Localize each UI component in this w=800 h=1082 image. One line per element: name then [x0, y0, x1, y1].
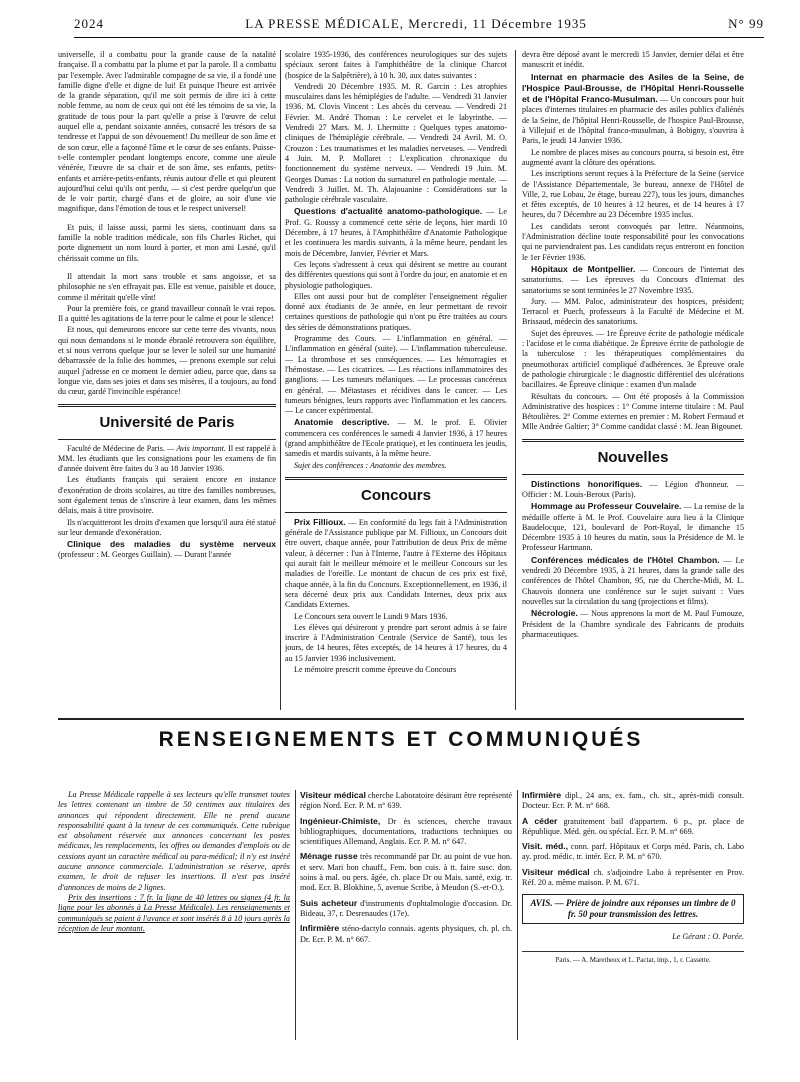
classified-ad: Suis acheteur d'instruments d'ophtalmologie d'occasion. Dr. Bideau, 37, r. Desrenaudes (17e). — [300, 897, 512, 918]
printer-imprint: Paris. — A. Maretheux et L. Pactat, imp., 1, r. Cassette. — [522, 951, 744, 965]
eulogy-paragraph: Il attendait la mort sans trouble et sans angoisse, et sa philosophie ne s'en effrayait pas. Elle est venue, paisible et douce, comme il méritait qu'elle vînt! — [58, 271, 276, 302]
renseignements-title: RENSEIGNEMENTS ET COMMUNIQUÉS — [158, 728, 644, 751]
article-paragraph: Vendredi 20 Décembre 1935. M. R. Garcin : Les atrophies musculaires dans les hémiplégies de l'adulte. — Vendredi 31 Janvier 1936. M. Clovis Vincent : Les abcès du cerveau. — Vendredi 21 Février. M. André Thomas : Le cervelet et le labyrinthe. — Vendredi 27 Mars. M. J. Lhermitte : Quelques types anatomo-cliniques de l'hémiplégie cérébrale. — Vendredi 24 Avril. M. O. Crouzon : Les traumatismes et les maladies nerveuses. — Vendredi 4 Juin. M. P. Mollaret : L'explication chronaxique du fonctionnement du système nerveux. — Vendredi 19 Juin. M. Georges Dumas : La notion du surnaturel en pathologie mentale. — Vendredi 3 Juillet. M. Th. Alajouanine : Considérations sur la pathologie cérébrale vasculaire. — [285, 81, 507, 205]
article-paragraph: devra être déposé avant le mercredi 15 Janvier, dernier délai et être manuscrit et inédit. — [522, 50, 744, 70]
article-paragraph: Le mémoire prescrit comme épreuve du Concours — [294, 665, 457, 675]
column-3 — [522, 50, 744, 710]
article-paragraph: Programme des Cours. — L'inflammation en général. — L'inflammation en général (suite). — L'inflammation tuberculeuse. — La thrombose et ses conséquences. — Les hémorragies et l'hémostase. — Les cicatrices. — Les réactions inflammatoires des ganglions. — Les tumeurs mélaniques. — Le processus cancéreux en général. — Métastases et récidives dans le cancer. — Les tumeurs bénignes, leurs rapports avec l'inflammation et les cancers. — Le cancer expérimental. — [285, 334, 507, 416]
section-divider — [58, 404, 276, 407]
article-hommage: Hommage au Professeur Couvelaire. — La remise de la médaille offerte à M. le Prof. Couvelaire aura lieu à la Clinique Baudelocque, 121, boulevard de Port-Royal, le dimanche 15 Décembre 1935 à 10 heures du matin, sous la Présidence de M. le Professeur Hartmann. — [522, 501, 744, 553]
section-divider — [285, 477, 507, 480]
article-paragraph: Elles ont aussi pour but de compléter l'enseignement régulier donné aux étudiants de 3e année, en leur permettant de revoir certaines questions de pathologie qui n'ont pu être traitées au cours des séries de démonstrations pratiques. — [285, 291, 507, 332]
section-title-universite: Université de Paris — [99, 413, 235, 431]
column-rule — [295, 790, 296, 1040]
eulogy-paragraph: Et puis, il laisse aussi, parmi les siens, continuant dans sa famille la noble tradition médicale, son fils Charles Richet, qui porte dignement un nom lourd à porter, et mon ami Lesné, qu'il chérissait comme un fils. — [58, 222, 276, 263]
article-fillioux: Prix Fillioux. — En conformité du legs fait à l'Administration générale de l'Assistance publique par M. Fillioux, un Concours doit être ouvert, chaque année, pour l'attribution de deux Prix de même valeur, à décerner : l'un à l'Interne, l'autre à l'Externe des Hôpitaux qui aurait fait le meilleur mémoire et le meilleur Concours sur les maladies de l'oreille. Le montant de chacun de ces prix est fixé, chaque année, à la fin du Concours. Exceptionnellement, en 1936, il sera décerné deux prix aux Candidats Internes, deux prix aux Candidats Externes. — [285, 516, 507, 610]
article-paragraph: Sujet des épreuves. — 1re Épreuve écrite de pathologie médicale : l'acidose et le coma diabétique. 2e Épreuve écrite de pathologie de la tuberculose : les thérapeutiques complémentaires du pneumothorax artificiel compliqué d'adhérences. 3e Épreuve orale de pathologie chirurgicale : le diagnostic différentiel des ulcérations bacillaires. 4e Épreuve clinique : examen d'un malade — [522, 328, 744, 390]
article-necrologie: Nécrologie. — Nous apprenons la mort de M. Paul Fumouze, Président de la Chambre syndicale des Fabricants de produits pharmaceutiques. — [522, 608, 744, 639]
classifieds-column-2 — [522, 790, 744, 1050]
article-paragraph: Jury. — MM. Paloc, administrateur des hospices, président; Terracol et Puech, professeurs à la Faculté de Médecine et M. Brissaud, médecin des sanatoriums. — [522, 296, 744, 327]
eulogy-paragraph: Et nous, qui demeurons encore sur cette terre des vivants, nous qui nous demandons si le monde ébranlé retrouvera son équilibre, et si nous verrons quelque jour se lever le soleil sur une humanité débarrassée de la folie des hommes, — prenons exemple sur celui auquel j'adresse en ce moment le dernier adieu, parce que, dans sa longue vie, dans ses joies et dans ses misères, il a toujours, au fond du cœur, gardé l'invincible espérance! — [58, 325, 276, 397]
article-paragraph: Ces leçons s'adressent à ceux qui désirent se mettre au courant des différentes questions qui sont à l'ordre du jour, en anatomie et en physiologie pathologiques. — [285, 259, 507, 290]
article-internat: Internat en pharmacie des Asiles de la Seine, de l'Hospice Paul-Brousse, de l'Hôpital Henri-Rousselle et de l'Hôpital Franco-Musulman. — Un concours pour huit places d'internes titulaires en pharmacie des asiles publics d'aliénés de la Seine, de l'hôpital Henri-Rousselle, de l'hospice Paul-Brousse, à Villejuif et de l'hôpital franco-musulman, à Bobigny, s'ouvrira à Paris, le jeudi 14 Janvier 1936. — [522, 71, 744, 146]
classified-ad: A céder gratuitement bail d'appartem. 6 p., pr. place de République. Méd. gén. ou spécial. Ecr. P. M. n° 669. — [522, 815, 744, 836]
page-number: 2024 — [74, 16, 104, 31]
article-montpellier: Hôpitaux de Montpellier. — Concours de l'internat des sanatoriums. — Les épreuves du Concours d'Internat des sanatoriums se sont terminées le 27 Novembre 1935. — [522, 263, 744, 295]
renseignements-intro-column — [58, 790, 290, 1040]
section-divider — [58, 439, 276, 440]
section-divider — [522, 474, 744, 475]
article-clinique: Clinique des maladies du système nerveux (professeur : M. Georges Guillain). — Durant l'année — [58, 539, 276, 560]
section-divider — [285, 512, 507, 513]
article-paragraph: Les élèves qui désireront y prendre part seront admis à se faire inscrire à l'Administration Centrale (Service de Santé), tous les jours, de 14 heures, fêtes exceptés, de 14 heures à 17 heures, du 4 au 15 Janvier 1936 inclusivement. — [285, 622, 507, 663]
article-questions: Questions d'actualité anatomo-pathologique. — Le Prof. G. Roussy a commencé cette série de leçons, hier mardi 10 Décembre, à 17 heures, à l'Amphithéâtre d'Anatomie Pathologique et les continuera les mardis suivants, à la même heure, pendant les mois de Décembre, Janvier, Février et Mars. — [285, 206, 507, 258]
avis-box: AVIS. — Prière de joindre aux réponses un timbre de 0 fr. 50 pour transmission des lettres. — [522, 894, 744, 924]
classified-ad: Ingénieur-Chimiste, Dr ès sciences, cherche travaux bibliographiques, documentations, traductions techniques ou scientifiques Allemand, Anglais. Ecr. P. M. n° 647. — [300, 815, 512, 847]
article-conferences: Conférences médicales de l'Hôtel Chambon. — Le vendredi 20 Décembre 1935, à 21 heures, dans la grande salle des conférences de l'hôtel Chambon, 95, rue du Cherche-Midi, M. L. Chauvois donnera une conférence sur le sujet suivant : Vues nouvelles sur la circulation du sang (projections et films). — [522, 554, 744, 606]
column-1 — [58, 50, 276, 710]
eulogy-paragraph: Pour la première fois, ce grand travailleur connaît le vrai repos. Il a quitté les agitations de la terre pour le calme et pour le silence! — [58, 303, 276, 324]
column-2 — [285, 50, 507, 710]
article-paragraph: Résultats du concours. — Ont été proposés à la Commission Administrative des hospices : 1° Comme interne titulaire : M. Paul Bétoulières. 2° Comme externes en premier : M. Robert Fermaud et Mlle Andrée Galtier; 3° Comme candidat classé : M. Jean Bigounet. — [522, 391, 744, 432]
classified-ad: Infirmière dipl., 24 ans, ex. fam., ch. sit., après-midi consult. Docteur. Ecr. P. M. n° 668. — [522, 790, 744, 811]
classified-ad: Ménage russe très recommandé par Dr. au point de vue hon. et serv. Mari bon chauff., Fem. bon cuis. à tt. faire susc. don. soins à mal. ou pers. âgée, ch. place Dr ou Mais. santé, exig. tr. mod. Ecr. B. Blokhine, 5, avenue Scribe, à Meudon (S.-et-O.). — [300, 851, 512, 893]
renseignements-banner — [58, 718, 744, 766]
journal-title: LA PRESSE MÉDICALE, Mercredi, 11 Décembre 1935 — [245, 16, 587, 31]
article-paragraph: Les étudiants français qui seraient encore en instance d'exonération de droits scolaires, au titre des familles nombreuses, sont également tenus de s'inscrire à leur examen, dans les mêmes délais, mais à titre provisoire. — [58, 475, 276, 516]
section-title-nouvelles: Nouvelles — [597, 448, 669, 466]
renseignements-prices: Prix des insertions : 7 fr. la ligne de 40 lettres ou signes (4 fr. la ligne pour les abonnés à La Presse Médicale). Les renseignements et communiqués se paient à l'avance et sont insérés 8 à 10 jours après la réception de leur montant. — [58, 892, 290, 933]
column-rule — [517, 790, 518, 1040]
article-paragraph: Sujet des conférences : Anatomie des membres. — [294, 460, 447, 470]
gerant-signature: Le Gérant : O. Porée. — [672, 932, 744, 942]
section-divider — [522, 439, 744, 442]
article-faculte: Faculté de Médecine de Paris. — Avis important. Il est rappelé à MM. les étudiants que les consignations pour les examens de fin d'année doivent être faites du 3 au 18 Janvier 1936. — [58, 443, 276, 474]
article-anatomie: Anatomie descriptive. — M. le prof. E. Olivier commencera ces conférences le samedi 4 Janvier 1936, à 17 heures (grand amphithéâtre de l'Ecole pratique), et les continuera les jeudis, samedis et mardis suivants, à la même heure. — [285, 417, 507, 459]
column-rule — [280, 50, 281, 710]
article-paragraph: Ils n'acquitteront les droits d'examen que lorsqu'il aura été statué sur leur demande d'exonération. — [58, 517, 276, 537]
classified-ad: Visiteur médical cherche Laboratoire désirant être représenté région Nord. Ecr. P. M. n° 639. — [300, 790, 512, 811]
section-title-concours: Concours — [360, 486, 431, 504]
eulogy-paragraph: universelle, il a combattu pour la grande cause de la natalité française. Il a combattu par la plume et par la parole. Il a combattu par l'exemple. Avec l'admirable compagne de sa vie, il a fondé une famille digne d'elle et digne de lui! Et puisque l'heure est arrivée de la grande séparation, qu'il me soit permis de dire ici à cette noble femme, au nom de ceux qui ont été les témoins de sa vie, la gratitude de tous pour la part qu'elle a prise à l'œuvre de celui auquel elle a, pendant soixante années, consacré les trésors de sa tendresse et l'appui de son dévouement! Du meilleur de son âme et de son cœur, elle a façonné l'âme et le cœur de ses enfants. Puisse-t-elle contempler pendant longtemps encore, comme une aïeule vénérée, l'œuvre de sa chair et de son âme, ses enfants, petits-enfants et arrière-petits-enfants, réunis autour d'elle et qui pleurent aujourd'hui celui qu'ils ont perdu, — si c'est perdre quelqu'un que de le voir partir, chargé d'ans et de gloire, au soir d'une vie magnifique, dans l'émotion de tous et le respect universel! — [58, 50, 276, 214]
column-rule — [515, 50, 516, 710]
article-paragraph: scolaire 1935-1936, des conférences neurologiques sur des sujets spéciaux seront faites à l'amphithéâtre de la clinique Charcot (hospice de la Salpêtrière), à 10 h. 30, aux dates suivantes : — [285, 50, 507, 80]
article-paragraph: Les candidats seront convoqués par lettre. Néanmoins, l'Administration décline toute responsabilité pour les convocations qui ne parviendraient pas. Les candidats reçus entreront en fonction le 1er Février 1936. — [522, 221, 744, 262]
classified-ad: Visit. méd., conn. parf. Hôpitaux et Corps méd. Paris, ch. Labo ay. prod. médic. tr. intér. Ecr. P. M. n° 670. — [522, 841, 744, 862]
article-paragraph: Les inscriptions seront reçues à la Préfecture de la Seine (service de l'Assistance Départementale, 3e bureau, annexe de l'Hôtel de Ville, 2, rue Lobau, 2e étage, bureau 227), tous les jours, dimanches et fêtes exceptés, de 10 heures à 12 heures, et de 14 heures à 17 heures, du 7 Décembre au 23 Décembre 1935 inclus. — [522, 169, 744, 220]
page-header — [74, 16, 764, 38]
article-paragraph: Le Concours sera ouvert le Lundi 9 Mars 1936. — [294, 611, 448, 621]
renseignements-intro: La Presse Médicale rappelle à ses lecteurs qu'elle transmet toutes les lettres contenant un timbre de 50 centimes aux titulaires des annonces qui répondent directement. Elle ne prend aucune responsabilité quant à la teneur de ces communiqués. Cette rubrique est absolument réservée aux annonces concernant les postes médicaux, les remplacements, les offres ou demandes d'emplois ou de cessions ayant un caractère médical ou para-médical; il n'y est inséré aucune annonce commerciale. L'administration se réserve, après examen, le droit de refuser les insertions. Il n'est pas inséré d'annonces de moins de 2 lignes. — [58, 790, 290, 892]
issue-number: N° 99 — [728, 16, 764, 31]
article-paragraph: Le nombre de places mises au concours pourra, si besoin est, être augmenté avant la clôture des opérations. — [522, 147, 744, 167]
classifieds-column-1 — [300, 790, 512, 1050]
classified-ad: Visiteur médical ch. s'adjoindre Labo à représenter en Prov. Réf. 20 a. même maison. P. M. 671. — [522, 866, 744, 888]
article-distinctions: Distinctions honorifiques. — Légion d'honneur. — Officier : M. Louis-Beroux (Paris). — [522, 478, 744, 499]
classified-ad: Infirmière sténo-dactylo connais. agents physiques, ch. pl. ch. Dr. Ecr. P. M. n° 667. — [300, 923, 512, 944]
